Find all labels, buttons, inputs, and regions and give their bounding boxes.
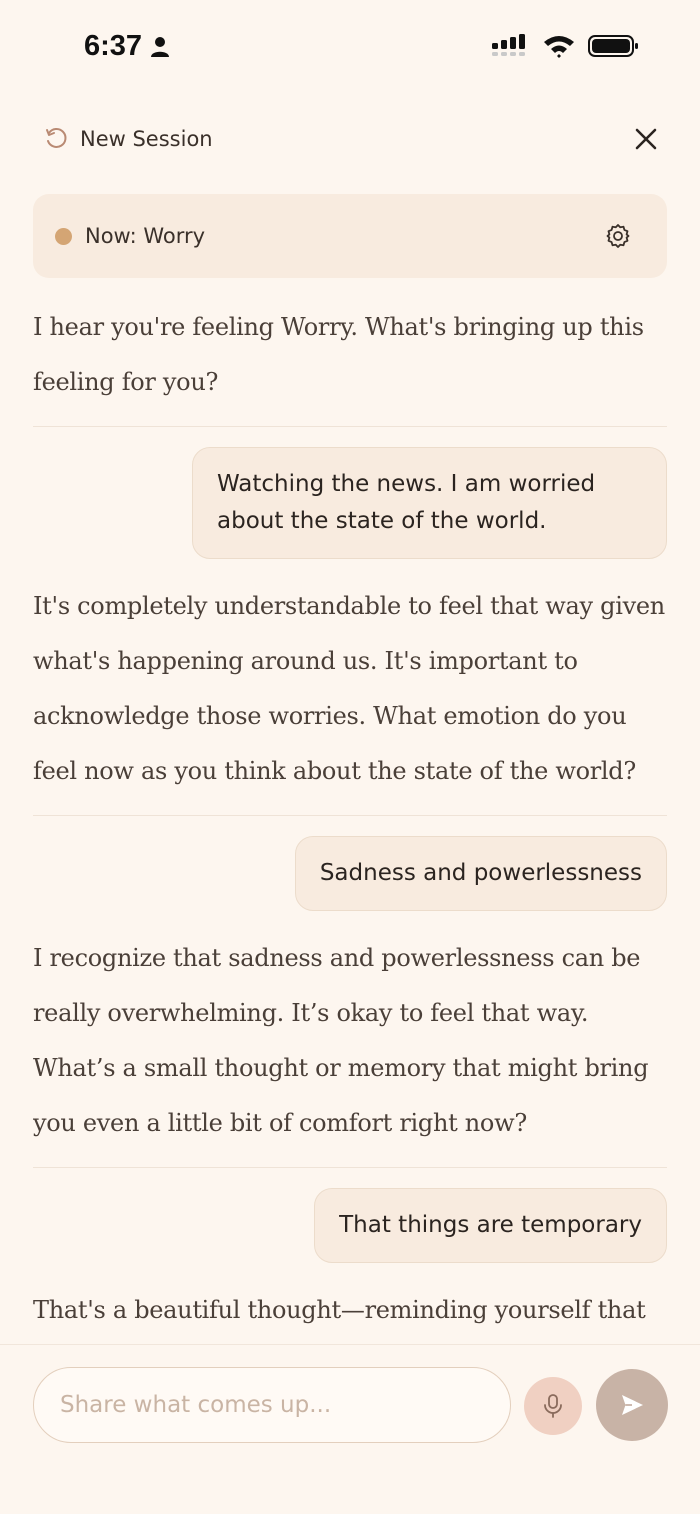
user-message-row [33,1188,667,1263]
send-button[interactable] [596,1369,668,1441]
assistant-message: I hear you're feeling Worry. What's bringing up this feeling for you? [33,313,644,396]
current-mood-card [33,194,667,278]
user-message: That things are temporary [314,1188,667,1263]
battery-icon [588,34,640,58]
signal-icon [492,34,530,58]
mood-dot [55,228,72,245]
gear-icon[interactable] [605,223,631,249]
message-divider [33,815,667,816]
mic-icon [542,1393,564,1419]
session-header [44,118,660,160]
restart-icon [44,127,68,151]
send-icon [619,1392,645,1418]
close-icon[interactable] [632,125,660,153]
message-divider [33,426,667,427]
mic-button[interactable] [524,1377,582,1435]
chat-thread [33,300,667,1344]
new-session-button[interactable] [44,127,213,151]
user-message-row [33,836,667,911]
user-message: Watching the news. I am worried about the state of the world. [192,447,667,559]
message-divider [33,1167,667,1168]
user-message: Sadness and powerlessness [295,836,667,911]
new-session-label: New Session [80,127,213,151]
assistant-message: That's a beautiful thought—reminding yourself that [33,1296,646,1324]
status-icons [492,34,640,58]
time-label: 6:37 [84,30,143,62]
assistant-message: It's completely understandable to feel that way given what's happening around us. It's important to acknowledge those worries. What emotion do you feel now as you think about the state of the world? [33,592,665,785]
person-icon [150,36,170,58]
mood-label: Now: Worry [85,224,206,248]
wifi-icon [542,34,576,58]
status-bar [0,0,700,96]
composer [0,1344,700,1514]
assistant-message: I recognize that sadness and powerlessness can be really overwhelming. It’s okay to feel that way. What’s a small thought or memory that might bring you even a little bit of comfort right now? [33,944,649,1137]
user-message-row [33,447,667,559]
status-time [84,30,170,63]
message-input[interactable] [33,1367,511,1443]
